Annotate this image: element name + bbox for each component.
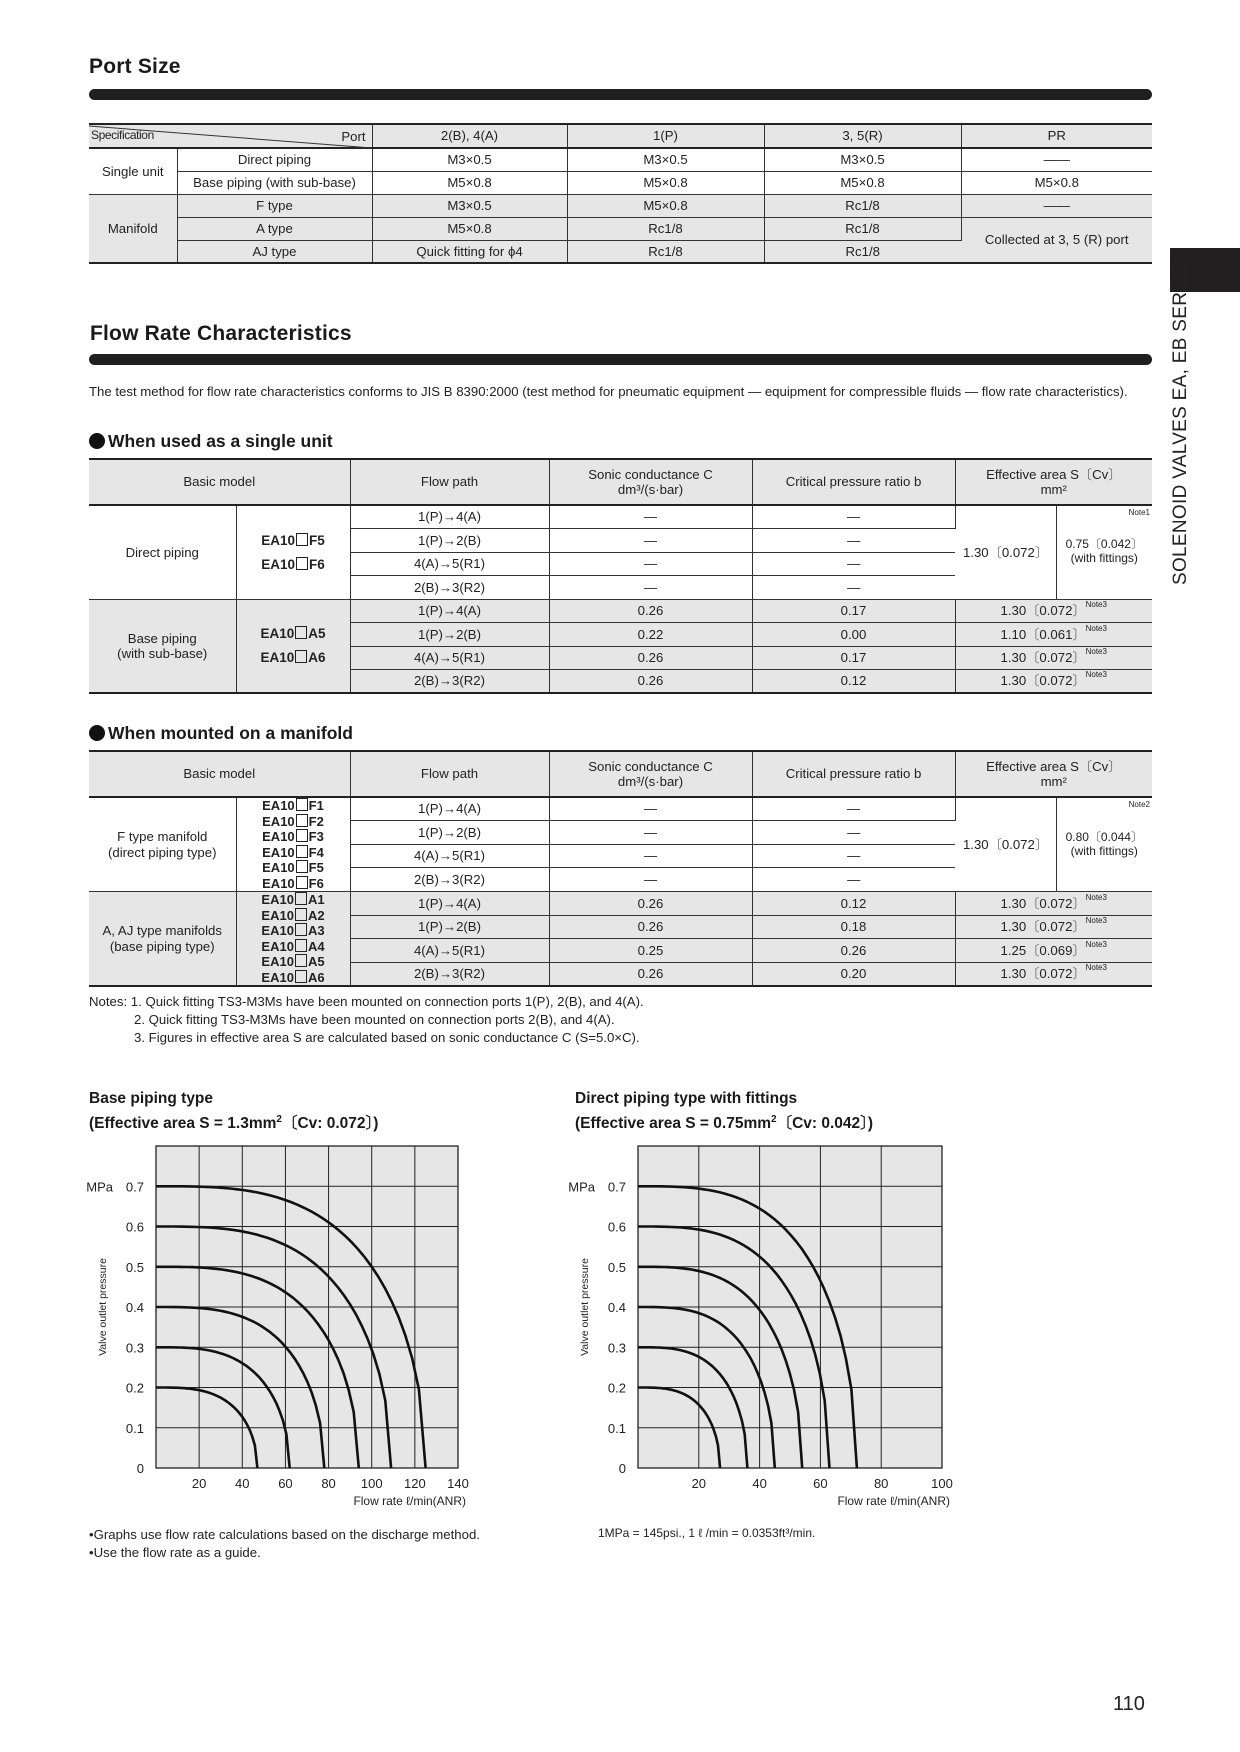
svg-text:0.3: 0.3 <box>607 1340 626 1356</box>
note-item: 1. Quick fitting TS3-M3Ms have been mounted on connection ports 1(P), 2(B), and 4(A). <box>130 994 644 1009</box>
svg-text:100: 100 <box>360 1476 383 1491</box>
effective-area-value: 1.30〔0.072〕$^{Note3}$ <box>955 962 1152 986</box>
svg-text:MPa: MPa <box>86 1179 113 1195</box>
cell: Rc1/8 <box>567 217 764 240</box>
col-header: PR <box>961 124 1152 148</box>
col-header: 2(B), 4(A) <box>372 124 567 148</box>
placeholder-box-icon <box>296 860 308 873</box>
flow-path: 1(P)→2(B) <box>350 529 549 553</box>
svg-text:40: 40 <box>235 1476 250 1491</box>
row-label: Base piping (with sub-base) <box>177 171 372 194</box>
svg-text:0.4: 0.4 <box>125 1300 144 1315</box>
svg-text:Flow rate ℓ/min(ANR): Flow rate ℓ/min(ANR) <box>353 1494 466 1508</box>
effective-area-value: 1.30〔0.072〕$^{Note3}$ <box>955 670 1152 694</box>
model-codes: EA10 A1 EA10 A2 EA10 A3 EA10 A4 EA10 A5 EA10 A6 <box>236 892 350 987</box>
critical-value: — <box>752 821 955 845</box>
bullet-icon <box>89 725 105 741</box>
flow-path: 1(P)→4(A) <box>350 892 549 916</box>
bullet-icon <box>89 433 105 449</box>
subtitle-text: When mounted on a manifold <box>108 723 353 743</box>
svg-text:0.3: 0.3 <box>125 1340 144 1356</box>
critical-value: 0.18 <box>752 915 955 939</box>
bullet-note: •Use the flow rate as a guide. <box>89 1545 261 1560</box>
unit-conversion-note: 1MPa = 145psi., 1 ℓ /min = 0.0353ft³/min. <box>598 1526 816 1540</box>
eff-header-line2: mm² <box>1040 482 1067 497</box>
svg-text:0.2: 0.2 <box>125 1380 144 1396</box>
critical-value: 0.00 <box>752 623 955 647</box>
table-row <box>89 505 1152 529</box>
effective-area-with-fittings: Note2 0.80〔0.044〕 (with fittings) <box>1056 797 1152 892</box>
table-row <box>89 217 1152 240</box>
page-number: 110 <box>1113 1693 1145 1715</box>
cell: M3×0.5 <box>372 194 567 217</box>
col-header: 3, 5(R) <box>764 124 961 148</box>
effective-area-with-fittings <box>1056 505 1152 599</box>
note-item: 3. Figures in effective area S are calculated based on sonic conductance C (S=5.0×C). <box>134 1030 640 1045</box>
cell: Rc1/8 <box>764 194 961 217</box>
cell: M3×0.5 <box>764 148 961 171</box>
basic-model-header: Basic model <box>89 459 350 505</box>
flow-path: 1(P)→2(B) <box>350 915 549 939</box>
sonic-value: 0.25 <box>549 939 752 963</box>
svg-text:0.7: 0.7 <box>125 1179 144 1195</box>
col-header: 1(P) <box>567 124 764 148</box>
fit-value: 0.75〔0.042〕 <box>1065 537 1143 552</box>
critical-value: — <box>752 797 955 821</box>
flow-path: 4(A)→5(R1) <box>350 552 549 576</box>
sonic-value: 0.22 <box>549 623 752 647</box>
placeholder-box-icon <box>296 533 308 546</box>
placeholder-box-icon <box>295 939 307 952</box>
flow-path-header: Flow path <box>350 751 549 797</box>
section-bar <box>89 89 1152 100</box>
sonic-value: 0.26 <box>549 892 752 916</box>
group-label: Single unit <box>89 148 177 194</box>
critical-value: — <box>752 576 955 600</box>
svg-text:0.6: 0.6 <box>607 1219 626 1235</box>
manifold-subtitle <box>89 723 353 744</box>
basic-model-header: Basic model <box>89 751 350 797</box>
group-label: Direct piping <box>89 505 236 599</box>
placeholder-box-icon <box>296 798 308 811</box>
placeholder-box-icon <box>296 876 308 889</box>
flow-path: 2(B)→3(R2) <box>350 576 549 600</box>
svg-text:60: 60 <box>813 1476 828 1491</box>
flow-path: 1(P)→2(B) <box>350 623 549 647</box>
cell: Rc1/8 <box>764 240 961 263</box>
critical-header: Critical pressure ratio b <box>752 459 955 505</box>
spec-port-corner <box>89 124 372 148</box>
cell: Rc1/8 <box>764 217 961 240</box>
placeholder-box-icon <box>296 845 308 858</box>
cell: M5×0.8 <box>764 171 961 194</box>
placeholder-box-icon <box>295 970 307 983</box>
subtitle-text: When used as a single unit <box>108 431 333 451</box>
sonic-value: 0.26 <box>549 599 752 623</box>
critical-value: 0.17 <box>752 599 955 623</box>
sonic-value: — <box>549 576 752 600</box>
notes <box>89 993 644 1047</box>
cell: —— <box>961 148 1152 171</box>
note-ref: Note1 <box>1128 508 1151 517</box>
table-row <box>89 194 1152 217</box>
placeholder-box-icon <box>295 923 307 936</box>
critical-value: 0.17 <box>752 646 955 670</box>
svg-text:0.4: 0.4 <box>607 1300 626 1315</box>
effective-area-value: 1.30〔0.072〕$^{Note3}$ <box>955 892 1152 916</box>
intro-text: The test method for flow rate characteristics conforms to JIS B 8390:2000 (test method for pneumatic equipment — equipment for compressible fluids — flow rate characteristics). <box>89 384 1128 399</box>
single-unit-flow-table <box>89 458 1152 694</box>
cell: Quick fitting for ϕ4 <box>372 240 567 263</box>
critical-value: — <box>752 844 955 868</box>
cell: M5×0.8 <box>961 171 1152 194</box>
left-chart-title: Base piping type (Effective area $S = 1.3mm^2$〔Cv: 0.072〕) <box>89 1090 379 1133</box>
critical-value: 0.20 <box>752 962 955 986</box>
critical-value: 0.12 <box>752 892 955 916</box>
critical-header: Critical pressure ratio b <box>752 751 955 797</box>
cell: M3×0.5 <box>372 148 567 171</box>
svg-text:20: 20 <box>691 1476 707 1491</box>
bullet-note: •Graphs use flow rate calculations based on the discharge method. <box>89 1527 480 1542</box>
flow-path-header: Flow path <box>350 459 549 505</box>
sonic-value: 0.26 <box>549 646 752 670</box>
flow-path: 1(P)→2(B) <box>350 821 549 845</box>
flow-rate-title: Flow Rate Characteristics <box>90 322 352 345</box>
flow-path: 1(P)→4(A) <box>350 797 549 821</box>
cell: M5×0.8 <box>372 217 567 240</box>
row-label: A type <box>177 217 372 240</box>
row-label: F type <box>177 194 372 217</box>
note-item: 2. Quick fitting TS3-M3Ms have been mounted on connection ports 2(B), and 4(A). <box>134 1012 615 1027</box>
placeholder-box-icon <box>296 814 308 827</box>
flow-path: 2(B)→3(R2) <box>350 670 549 694</box>
cell: —— <box>961 194 1152 217</box>
critical-value: 0.12 <box>752 670 955 694</box>
flow-path: 2(B)→3(R2) <box>350 962 549 986</box>
cell: M5×0.8 <box>567 194 764 217</box>
placeholder-box-icon <box>296 557 308 570</box>
specification-label: Specification <box>91 128 154 142</box>
effective-area-value: 1.30〔0.072〕$^{Note3}$ <box>955 646 1152 670</box>
effective-area-header <box>955 459 1152 505</box>
left-chart-notes <box>89 1526 480 1562</box>
cell: Rc1/8 <box>567 240 764 263</box>
model-codes: EA10 F1 EA10 F2 EA10 F3 EA10 F4 EA10 F5 EA10 F6 <box>236 797 350 892</box>
critical-value: — <box>752 505 955 529</box>
cell: M5×0.8 <box>567 171 764 194</box>
svg-text:0: 0 <box>618 1461 626 1476</box>
svg-text:120: 120 <box>404 1476 426 1491</box>
svg-text:Flow rate ℓ/min(ANR): Flow rate ℓ/min(ANR) <box>837 1494 950 1508</box>
table-row <box>89 797 1152 821</box>
port-size-title: Port Size <box>89 55 181 78</box>
sonic-value: — <box>549 529 752 553</box>
flow-path: 4(A)→5(R1) <box>350 844 549 868</box>
sonic-value: — <box>549 505 752 529</box>
placeholder-box-icon <box>295 626 307 639</box>
table-row <box>89 892 1152 916</box>
manifold-flow-table <box>89 750 1152 987</box>
svg-text:MPa: MPa <box>568 1179 595 1195</box>
effective-area-value: 1.10〔0.061〕$^{Note3}$ <box>955 623 1152 647</box>
group-label: Manifold <box>89 194 177 263</box>
port-label: Port <box>341 129 366 144</box>
effective-area-value: 1.25〔0.069〕$^{Note3}$ <box>955 939 1152 963</box>
placeholder-box-icon <box>295 954 307 967</box>
note-ref: Note2 <box>1128 800 1151 809</box>
flow-path: 1(P)→4(A) <box>350 599 549 623</box>
notes-label: Notes: <box>89 994 128 1009</box>
svg-text:80: 80 <box>873 1476 889 1491</box>
svg-text:0.7: 0.7 <box>607 1179 626 1195</box>
sonic-value: 0.26 <box>549 915 752 939</box>
sonic-value: — <box>549 552 752 576</box>
section-bar <box>89 354 1152 365</box>
svg-text:20: 20 <box>191 1476 207 1491</box>
svg-text:0.5: 0.5 <box>125 1259 144 1275</box>
sonic-value: — <box>549 797 752 821</box>
sonic-value: 0.26 <box>549 670 752 694</box>
single-unit-subtitle <box>89 431 333 452</box>
flow-path: 4(A)→5(R1) <box>350 646 549 670</box>
port-size-table <box>89 123 1152 264</box>
svg-text:0.6: 0.6 <box>125 1219 144 1235</box>
critical-value: — <box>752 529 955 553</box>
sonic-header <box>549 459 752 505</box>
svg-text:0.2: 0.2 <box>607 1380 626 1396</box>
cell: M3×0.5 <box>567 148 764 171</box>
fit-sub: (with fittings) <box>1070 551 1138 566</box>
table-row <box>89 171 1152 194</box>
placeholder-box-icon <box>295 908 307 921</box>
svg-text:60: 60 <box>278 1476 293 1491</box>
flow-path: 1(P)→4(A) <box>350 505 549 529</box>
flow-path: 4(A)→5(R1) <box>350 939 549 963</box>
placeholder-box-icon <box>295 892 307 905</box>
row-label: Direct piping <box>177 148 372 171</box>
cell: Collected at 3, 5 (R) port <box>961 217 1152 263</box>
sidebar-series-label: SOLENOID VALVES EA, EB SERIES <box>1170 260 1191 585</box>
effective-area-value: 1.30〔0.072〕$^{Note3}$ <box>955 915 1152 939</box>
placeholder-box-icon <box>296 829 308 842</box>
effective-area-header: Effective area S〔Cv〕 mm² <box>955 751 1152 797</box>
critical-value: — <box>752 552 955 576</box>
group-label: A, AJ type manifolds (base piping type) <box>89 892 236 987</box>
svg-text:0.1: 0.1 <box>125 1420 144 1436</box>
table-row <box>89 599 1152 623</box>
critical-value: 0.26 <box>752 939 955 963</box>
model-codes: EA10 F5 EA10 F6 <box>236 505 350 599</box>
svg-text:80: 80 <box>321 1476 336 1491</box>
sonic-value: — <box>549 868 752 892</box>
right-chart-title: Direct piping type with fittings (Effective area $S = 0.75mm^2$〔Cv: 0.042〕) <box>575 1090 874 1133</box>
group-label: F type manifold (direct piping type) <box>89 797 236 892</box>
sonic-header-line1: Sonic conductance C <box>588 466 713 482</box>
table-row <box>89 148 1152 171</box>
svg-text:0.1: 0.1 <box>607 1420 626 1436</box>
effective-area-value: 1.30〔0.072〕 <box>955 797 1056 892</box>
flow-path: 2(B)→3(R2) <box>350 868 549 892</box>
svg-text:Valve outlet pressure: Valve outlet pressure <box>97 1258 109 1356</box>
sonic-header-line2: dm³/(s·bar) <box>617 482 684 497</box>
placeholder-box-icon <box>295 650 307 663</box>
model-codes: EA10 A5 EA10 A6 <box>236 599 350 693</box>
svg-text:Valve outlet pressure: Valve outlet pressure <box>579 1258 591 1356</box>
sonic-value: — <box>549 844 752 868</box>
effective-area-value: 1.30〔0.072〕 <box>955 505 1056 599</box>
effective-area-value: 1.30〔0.072〕$^{Note3}$ <box>955 599 1152 623</box>
svg-text:40: 40 <box>752 1476 767 1491</box>
sonic-value: — <box>549 821 752 845</box>
svg-text:100: 100 <box>931 1476 953 1491</box>
svg-text:0: 0 <box>136 1461 144 1476</box>
sonic-header: Sonic conductance C dm³/(s·bar) <box>549 751 752 797</box>
eff-header-line1: Effective area S〔Cv〕 <box>986 466 1122 482</box>
group-label: Base piping (with sub-base) <box>89 599 236 693</box>
sonic-value: 0.26 <box>549 962 752 986</box>
critical-value: — <box>752 868 955 892</box>
cell: M5×0.8 <box>372 171 567 194</box>
row-label: AJ type <box>177 240 372 263</box>
svg-text:140: 140 <box>447 1476 469 1491</box>
svg-text:0.5: 0.5 <box>607 1259 626 1275</box>
